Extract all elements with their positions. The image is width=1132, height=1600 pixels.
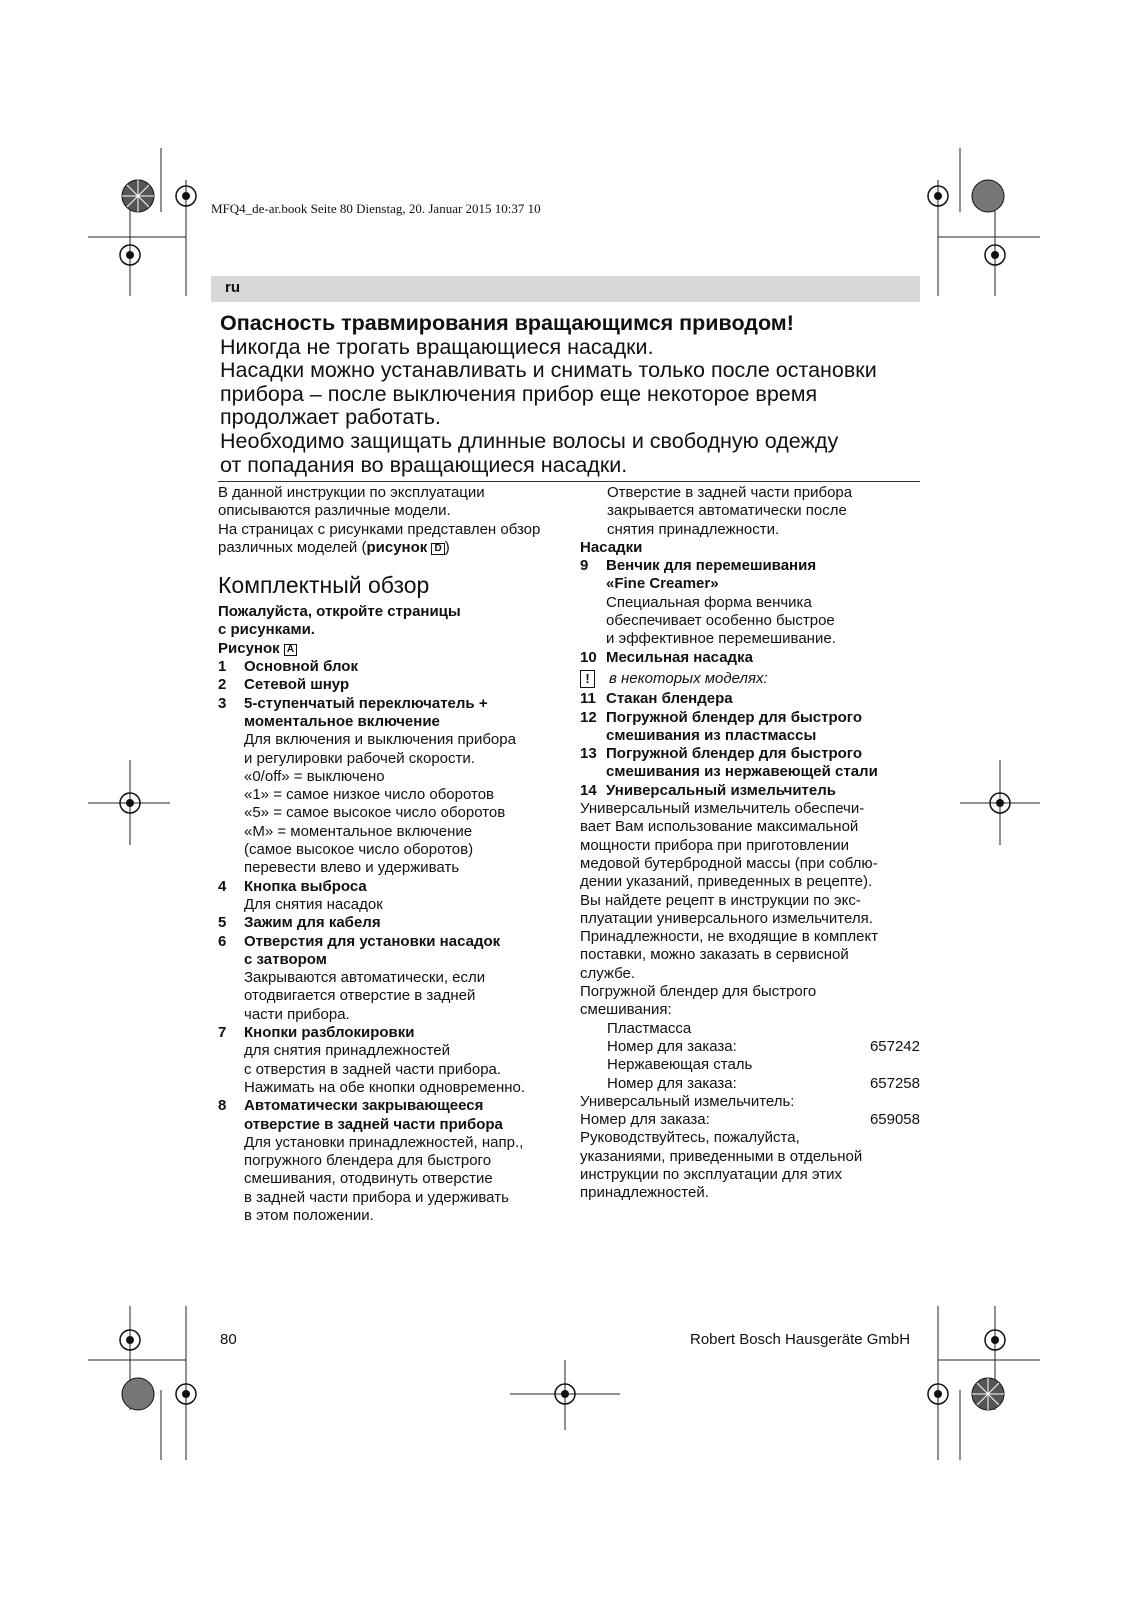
item-title: Погружной блендер для быстрого [606, 708, 863, 726]
list-item [580, 690, 920, 708]
desc-line: в задней части прибора и удерживать [244, 1188, 509, 1206]
list-item [580, 782, 920, 800]
desc-line: медовой бутербродной массы (при соблю- [580, 854, 878, 872]
desc-line: Для включения и выключения прибора [244, 731, 516, 749]
item-title: Автоматически закрывающееся [244, 1097, 484, 1115]
desc-line: в этом положении. [244, 1206, 374, 1224]
desc-line: инструкции по эксплуатации для этих [580, 1165, 842, 1183]
warning-line: Насадки можно устанавливать и снимать только после остановки [220, 358, 877, 383]
desc-line: Нажимать на обе кнопки одновременно. [244, 1078, 526, 1096]
item-number: 6 [218, 932, 227, 950]
item-number: 8 [218, 1097, 227, 1115]
item-number: 3 [218, 694, 227, 712]
item-title: Месильная насадка [606, 648, 753, 666]
desc-line: «0/off» = выключено [244, 767, 385, 785]
company-name: Robert Bosch Hausgeräte GmbH [690, 1331, 911, 1348]
intro-figure-bold: рисунок [366, 538, 428, 556]
item-title-cont: смешивания из пластмассы [606, 726, 817, 744]
item-title-cont: с затвором [244, 950, 327, 968]
item-number: 2 [218, 676, 227, 694]
order-row-plastic [580, 1038, 920, 1056]
desc-line: Руководствуйтесь, пожалуйста, [580, 1129, 800, 1147]
list-item [218, 878, 558, 896]
left-column [218, 484, 558, 1225]
item-number: 1 [218, 658, 227, 676]
desc-line: «1» = самое низкое число оборотов [244, 786, 495, 804]
desc-line: и регулировки рабочей скорости. [244, 749, 475, 767]
order-row-steel [580, 1075, 920, 1093]
warning-line: прибора – после выключения прибор еще некоторое время [220, 381, 818, 406]
language-bar [211, 276, 920, 302]
item-description [580, 594, 920, 649]
desc-line: мощности прибора при приготовлении [580, 836, 849, 854]
exclamation-icon: ! [580, 670, 595, 688]
desc-line: службе. [580, 964, 636, 982]
figure-a-badge: A [284, 644, 297, 656]
desc-line: снятия принадлежности. [607, 520, 780, 538]
order-number: 657258 [869, 1074, 920, 1092]
chopper-paragraph [580, 800, 920, 928]
item-title-cont: смешивания из нержавеющей стали [606, 763, 878, 781]
desc-line: Закрываются автоматически, если [244, 969, 486, 987]
desc-line: смешивания: [580, 1001, 672, 1019]
steel-label: Нержавеющая сталь [607, 1056, 753, 1074]
attachments-title: Насадки [580, 538, 643, 556]
figure-label-text: Рисунок [218, 639, 280, 657]
desc-line: обеспечивает особенно быстрое [606, 612, 835, 630]
intro-figure-post: ) [444, 538, 450, 556]
desc-line: дении указаний, приведенных в рецепте). [580, 873, 873, 891]
list-item [218, 933, 558, 951]
desc-line: плуатации универсального измельчителя. [580, 909, 873, 927]
desc-line: и эффективное перемешивание. [606, 630, 836, 648]
desc-line: Погружной блендер для быстрого [580, 983, 817, 1001]
list-item [580, 745, 920, 763]
desc-line: «M» = моментальное включение [244, 822, 473, 840]
desc-line: закрывается автоматически после [607, 502, 847, 520]
desc-line: смешивания, отодвинуть отверстие [244, 1170, 493, 1188]
item-number: 10 [580, 648, 597, 666]
intro-figure-pre: На страницах с рисунками представлен обзор различных моделей ( [218, 520, 541, 556]
figure-d-badge: D [431, 543, 444, 555]
item-number: 5 [218, 914, 227, 932]
order-label: Номер для заказа: [580, 1111, 710, 1129]
desc-line: указаниями, приведенными в отдельной [580, 1147, 863, 1165]
item-title: Кнопки разблокировки [244, 1024, 415, 1042]
warning-line: Необходимо защищать длинные волосы и свободную одежду [220, 428, 839, 453]
item-title: 5-ступенчатый переключатель + [244, 694, 488, 712]
desc-line: погружного блендера для быстрого [244, 1152, 492, 1170]
item-description [218, 731, 558, 877]
desc-line: перевести влево и удерживать [244, 859, 460, 877]
desc-line: Специальная форма венчика [606, 593, 812, 611]
intro-text: В данной инструкции по эксплуатации описываются различные модели. [218, 484, 485, 520]
list-item [218, 676, 558, 694]
page-number: 80 [220, 1331, 237, 1348]
order-label: Номер для заказа: [607, 1037, 737, 1055]
model-note [580, 670, 920, 688]
continued-text [580, 484, 920, 539]
item-number: 13 [580, 745, 597, 763]
desc-line: части прибора. [244, 1005, 350, 1023]
item-title: Отверстия для установки насадок [244, 932, 501, 950]
item-title: Кнопка выброса [244, 877, 367, 895]
instructions-paragraph [580, 1129, 920, 1202]
warning-line: от попадания во вращающиеся насадки. [220, 452, 628, 477]
item-title-cont: отверстие в задней части прибора [244, 1115, 503, 1133]
book-file-info: MFQ4_de-ar.book Seite 80 Dienstag, 20. Januar 2015 10:37 10 [211, 201, 541, 216]
desc-line: принадлежностей. [580, 1184, 709, 1202]
desc-line: с отверстия в задней части прибора. [244, 1060, 502, 1078]
list-item [580, 709, 920, 727]
order-label: Номер для заказа: [607, 1074, 737, 1092]
item-description [218, 1134, 558, 1225]
order-number: 659058 [869, 1111, 920, 1129]
language-tag: ru [225, 279, 240, 296]
order-number: 657242 [869, 1037, 920, 1055]
warning-title: Опасность травмирования вращающимся приводом! [220, 311, 794, 335]
item-title: Сетевой шнур [244, 676, 350, 694]
item-title: Погружной блендер для быстрого [606, 745, 863, 763]
item-title: Венчик для перемешивания [606, 557, 817, 575]
item-title-cont: «Fine Creamer» [606, 575, 719, 593]
desc-line: Для установки принадлежностей, напр., [244, 1133, 524, 1151]
blender-paragraph [580, 983, 920, 1020]
desc-line: Для снятия насадок [244, 895, 383, 913]
list-item [218, 1024, 558, 1042]
desc-line: Принадлежности, не входящие в комплект [580, 928, 879, 946]
desc-line: Универсальный измельчитель обеспечи- [580, 800, 865, 818]
section-divider [218, 481, 920, 482]
item-number: 11 [580, 690, 596, 708]
item-number: 4 [218, 877, 227, 895]
item-number: 14 [580, 781, 597, 799]
warning-line: Никогда не трогать вращающиеся насадки. [220, 334, 654, 359]
model-note-text: в некоторых моделях: [609, 669, 768, 687]
item-title: Основной блок [244, 658, 358, 676]
chopper-label: Универсальный измельчитель: [580, 1092, 795, 1110]
item-title: Стакан блендера [606, 690, 733, 708]
list-item [218, 658, 558, 676]
desc-line: (самое высокое число оборотов) [244, 841, 474, 859]
desc-line: Отверстие в задней части прибора [607, 484, 853, 501]
item-number: 7 [218, 1024, 227, 1042]
warning-line: продолжает работать. [220, 405, 441, 430]
safety-warning [220, 312, 920, 477]
list-item [218, 914, 558, 932]
item-title: Зажим для кабеля [244, 914, 381, 932]
desc-line: «5» = самое высокое число оборотов [244, 804, 506, 822]
open-pages-line: с рисунками. [218, 621, 315, 639]
order-row-chopper [580, 1111, 920, 1129]
open-pages-line: Пожалуйста, откройте страницы [218, 603, 461, 621]
item-description [218, 1042, 558, 1097]
item-number: 9 [580, 557, 589, 575]
list-item [218, 695, 558, 713]
desc-line: отодвигается отверстие в задней [244, 987, 476, 1005]
desc-line: поставки, можно заказать в сервисной [580, 946, 849, 964]
list-item [580, 557, 920, 575]
desc-line: вает Вам использование максимальной [580, 818, 859, 836]
accessories-paragraph [580, 928, 920, 983]
figure-label [218, 640, 558, 658]
intro-figure-text [218, 521, 558, 558]
overview-title: Комплектный обзор [218, 572, 430, 599]
item-description [218, 969, 558, 1024]
item-title-cont: моментальное включение [244, 712, 440, 730]
list-item [580, 649, 920, 667]
desc-line: для снятия принадлежностей [244, 1042, 450, 1060]
desc-line: Вы найдете рецепт в инструкции по экс- [580, 891, 861, 909]
right-column [580, 484, 920, 1203]
list-item [218, 1097, 558, 1115]
item-title: Универсальный измельчитель [606, 781, 836, 799]
item-number: 12 [580, 708, 597, 726]
plastic-label: Пластмасса [607, 1019, 692, 1037]
